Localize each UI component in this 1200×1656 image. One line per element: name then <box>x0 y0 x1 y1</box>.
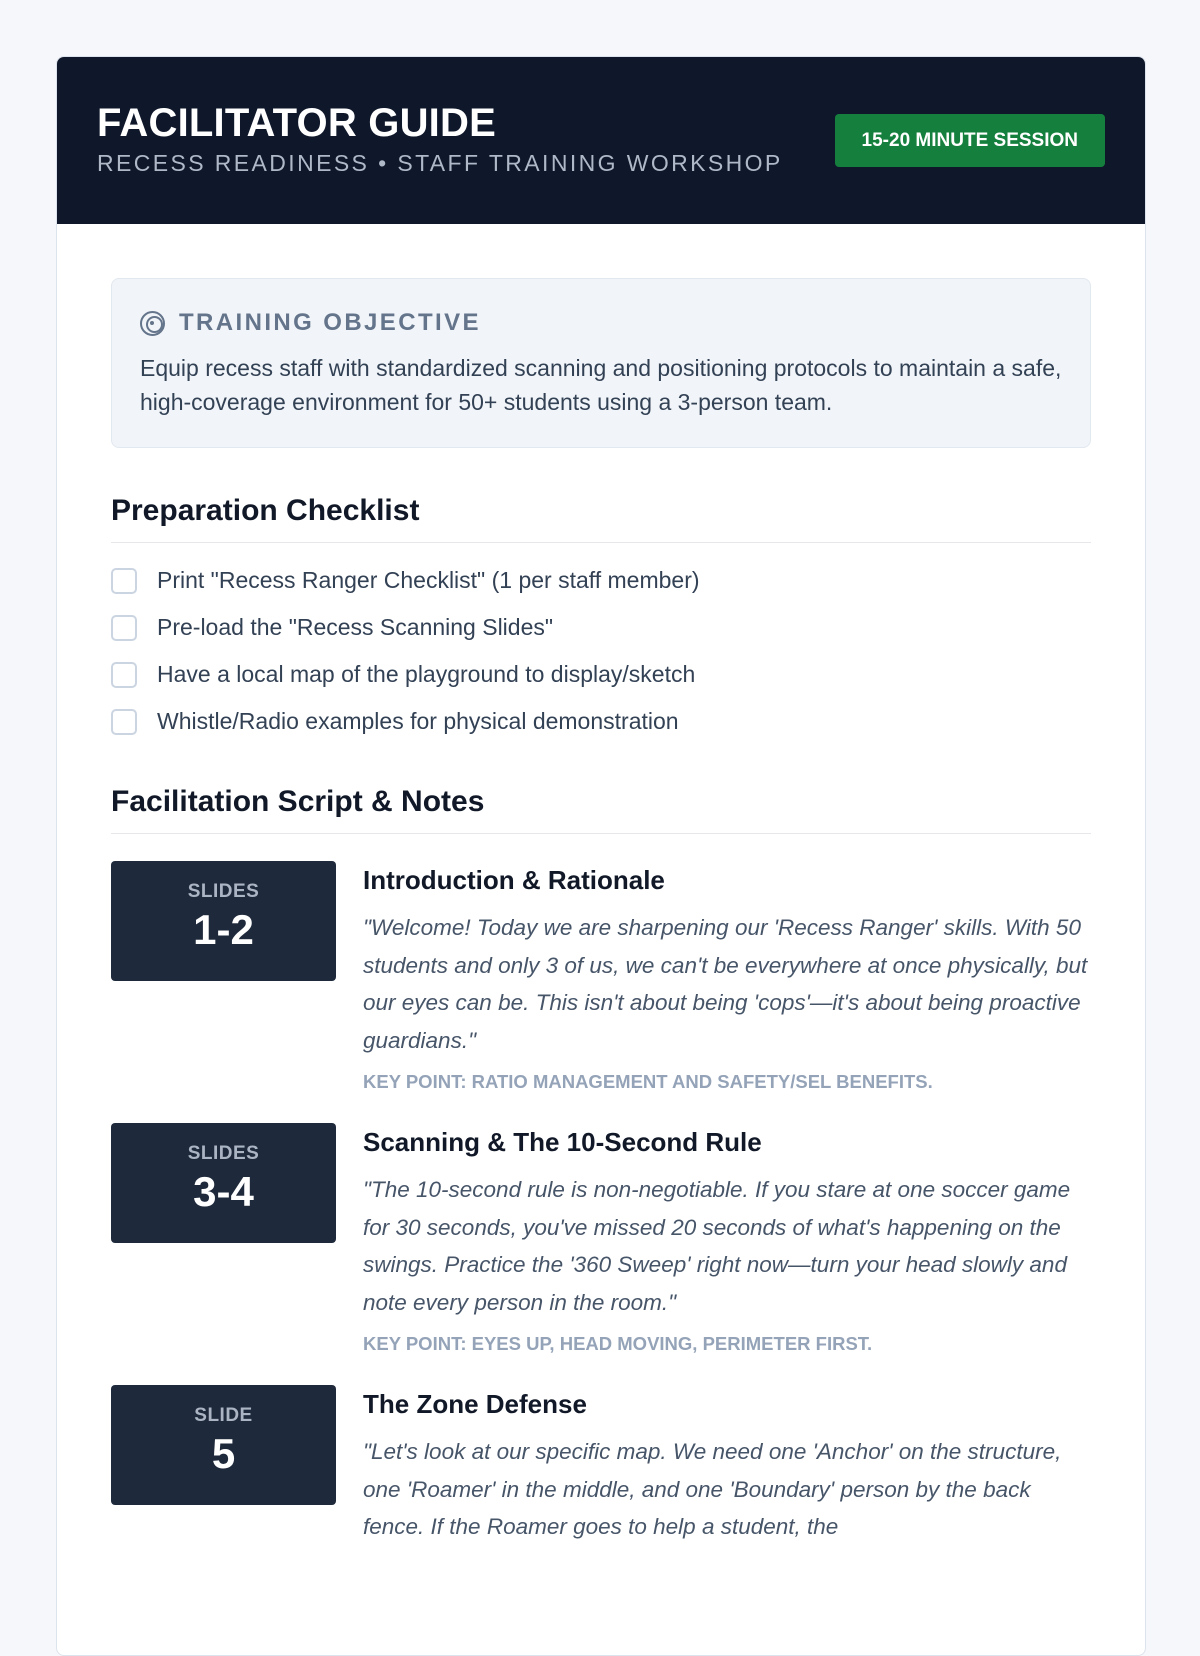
checklist-item-label: Print "Recess Ranger Checklist" (1 per staff member) <box>157 567 700 593</box>
checklist-item[interactable] <box>111 557 1091 604</box>
checklist-item-label: Have a local map of the playground to display/sketch <box>157 661 696 687</box>
page-title: FACILITATOR GUIDE <box>97 101 496 145</box>
slide-number: 1-2 <box>193 906 254 953</box>
script-block-title: Introduction & Rationale <box>363 865 665 895</box>
script-block-body <box>363 861 1091 1093</box>
checklist-item-label: Whistle/Radio examples for physical demonstration <box>157 708 679 734</box>
script-block-body <box>363 1385 1091 1546</box>
checklist-item[interactable] <box>111 651 1091 698</box>
key-point: KEY POINT: RATIO MANAGEMENT AND SAFETY/SEL BENEFITS. <box>363 1071 933 1092</box>
key-point: KEY POINT: EYES UP, HEAD MOVING, PERIMETER FIRST. <box>363 1333 873 1354</box>
script-block-body <box>363 1123 1091 1355</box>
preparation-checklist <box>111 557 1091 745</box>
session-duration-badge: 15-20 MINUTE SESSION <box>835 114 1105 167</box>
checklist-item[interactable] <box>111 698 1091 745</box>
script-quote: "Welcome! Today we are sharpening our 'Recess Ranger' skills. With 50 students and only 3 of us, we can't be everywhere at once physically, but our eyes can be. This isn't about being 'cops'—it's about being proactive guardians." <box>363 915 1088 1053</box>
facilitation-script-section <box>111 785 1091 1546</box>
slide-label: SLIDES <box>187 1143 260 1164</box>
slide-number: 5 <box>211 1430 236 1477</box>
objective-text: Equip recess staff with standardized scanning and positioning protocols to maintain a safe, high-coverage environment for 50+ students using a 3-person team. <box>140 355 1062 415</box>
script-block <box>111 1123 1091 1355</box>
training-objective-box <box>111 278 1091 448</box>
objective-label: TRAINING OBJECTIVE <box>179 309 481 336</box>
slide-label: SLIDE <box>194 1405 253 1426</box>
script-quote: "Let's look at our specific map. We need one 'Anchor' on the structure, one 'Roamer' in the middle, and one 'Boundary' person by the back fence. If the Roamer goes to help a student, the <box>363 1439 1062 1539</box>
target-icon <box>140 311 165 336</box>
slide-number: 3-4 <box>193 1168 254 1215</box>
slide-number-badge <box>111 1123 336 1243</box>
preparation-title: Preparation Checklist <box>111 494 1091 543</box>
preparation-section <box>111 494 1091 745</box>
script-quote: "The 10-second rule is non-negotiable. If you stare at one soccer game for 30 seconds, you've missed 20 seconds of what's happening on the swings. Practice the '360 Sweep' right now—turn your head slowly and note every person in the room." <box>363 1177 1071 1315</box>
slide-number-badge <box>111 861 336 981</box>
slide-label: SLIDES <box>187 881 260 902</box>
checklist-checkbox[interactable] <box>111 662 137 688</box>
script-title: Facilitation Script & Notes <box>111 785 1091 834</box>
script-block-title: The Zone Defense <box>363 1389 587 1419</box>
script-block <box>111 861 1091 1093</box>
checklist-checkbox[interactable] <box>111 615 137 641</box>
checklist-item-label: Pre-load the "Recess Scanning Slides" <box>157 614 554 640</box>
guide-header <box>57 57 1145 224</box>
checklist-checkbox[interactable] <box>111 709 137 735</box>
checklist-item[interactable] <box>111 604 1091 651</box>
facilitator-guide-card <box>56 56 1146 1656</box>
objective-heading <box>140 309 1062 337</box>
script-block-title: Scanning & The 10-Second Rule <box>363 1127 762 1157</box>
slide-number-badge <box>111 1385 336 1505</box>
checklist-checkbox[interactable] <box>111 568 137 594</box>
script-block <box>111 1385 1091 1546</box>
page-subtitle: RECESS READINESS • STAFF TRAINING WORKSHOP <box>97 150 783 176</box>
guide-content <box>57 224 1145 1546</box>
